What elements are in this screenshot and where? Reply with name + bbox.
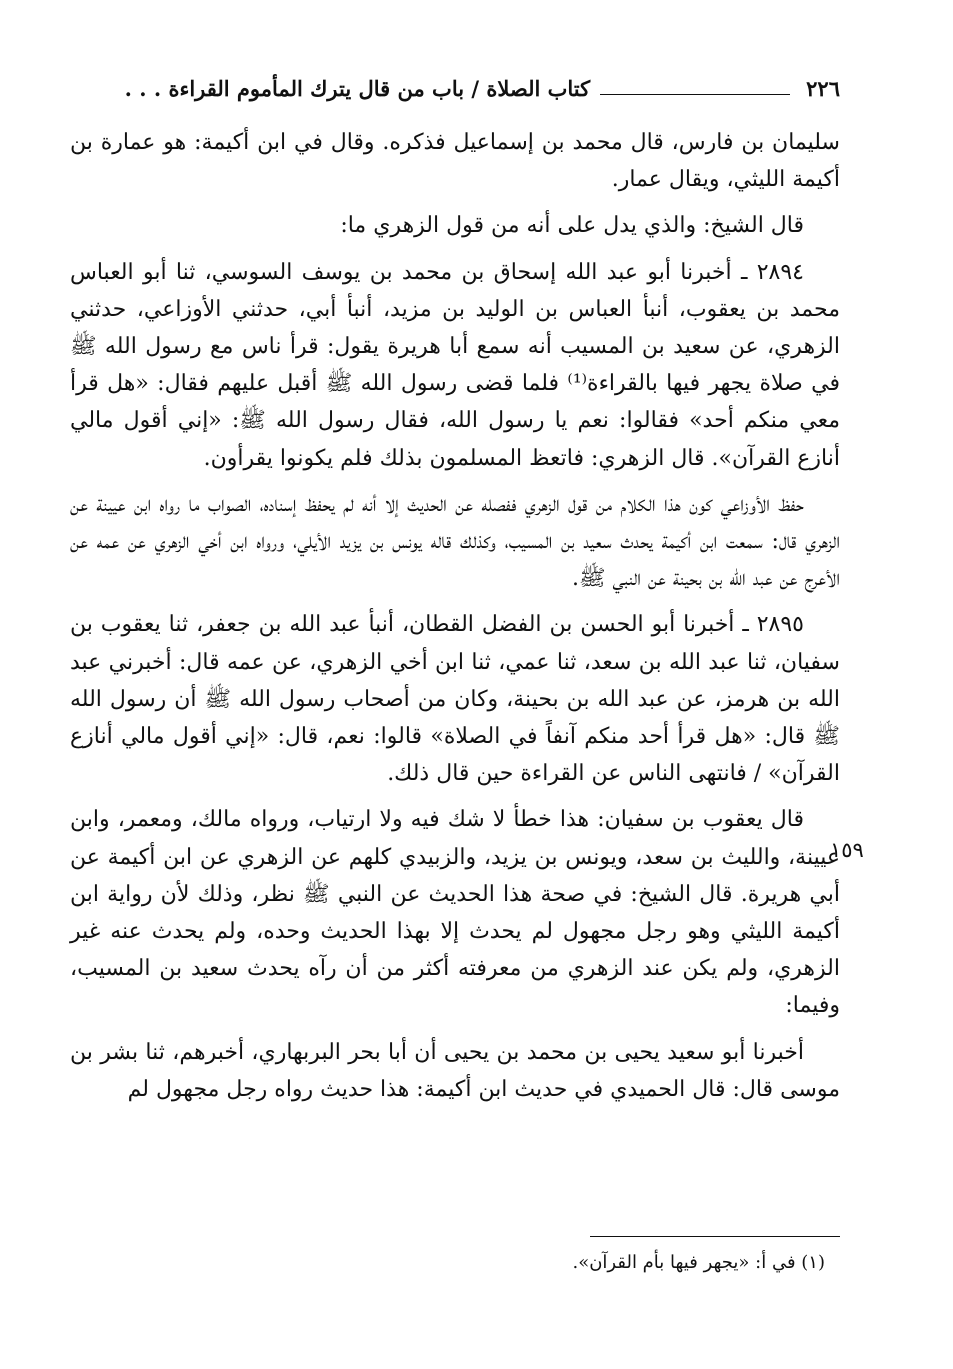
header-rule [600,94,790,95]
page-number: ٢٢٦ [806,75,840,101]
paragraph: قال يعقوب بن سفيان: هذا خطأ لا شك فيه ولا ارتياب، ورواه مالك، ومعمر، وابن عيينة، والليث بن سعد، ويونس بن يزيد، والزبيدي كلهم عن الزهري عن ابن أكيمة عن أبي هريرة. قال الشيخ: في صحة هذا الحديث عن النبي ﷺ نظر، وذلك لأن رواية ابن أكيمة الليثي وهو رجل مجهول لم يحدث إلا بهذا الحديث وحده، ولم يحدث عنه غير الزهري، ولم يكن عند الزهري من معرفته أكثر من أن رآه يحدث سعيد بن المسيب، وفيما: [70,807,840,1019]
paragraph: سليمان بن فارس، قال محمد بن إسماعيل فذكره. وقال في ابن أكيمة: هو عمارة بن أكيمة الليثي، ويقال عمار. [70,130,840,193]
footnote: (١) في أ: «يجهر فيها بأم القرآن». [572,1252,825,1273]
running-title: كتاب الصلاة / باب من قال يترك المأموم القراءة . . . [124,75,591,101]
running-header [70,70,840,106]
paragraph: حفظ الأوزاعي كون هذا الكلام من قول الزهري ففصله عن الحديث إلا أنه لم يحفظ إسناده، الصواب ما رواه ابن عيينة عن الزهري قال: سمعت ابن أكيمة يحدث سعيد بن المسيب، وكذلك قاله يونس بن يزيد الأيلي، ورواه ابن أخي الزهري عن عمه عن الأعرج عن عبد الله بن بحينة عن النبي ﷺ. [70,491,840,592]
hadith-2894: ٢٨٩٤ ـ أخبرنا أبو عبد الله إسحاق بن محمد بن يوسف السوسي، ثنا أبو العباس محمد بن يعقوب، أنبأ العباس بن الوليد بن مزيد، أنبأ أبي، حدثني الأوزاعي، حدثني الزهري، عن سعيد بن المسيب أنه سمع أبا هريرة يقول: قرأ ناس مع رسول الله ﷺ في صلاة يجهر فيها بالقراءة⁽¹⁾ فلما قضى رسول الله ﷺ أقبل عليهم فقال: «هل قرأ معي منكم أحد» فقالوا: نعم يا رسول الله، فقال رسول الله ﷺ: «إني أقول مالي أنازع القرآن». قال الزهري: فاتعظ المسلمون بذلك فلم يكونوا يقرأون. [70,259,840,471]
main-text [70,124,840,1117]
hadith-2895: ٢٨٩٥ ـ أخبرنا أبو الحسن بن الفضل القطان، أنبأ عبد الله بن جعفر، ثنا يعقوب بن سفيان، ثنا عبد الله بن سعد، ثنا عمي، ثنا ابن أخي الزهري، عن عمه قال: أخبرني عبد الله بن هرمز، عن عبد الله بن بحينة، وكان من أصحاب رسول الله ﷺ أن رسول الله ﷺ قال: «هل قرأ أحد منكم آنفاً في الصلاة» قالوا: نعم، قال: «إني أقول مالي أنازع القرآن» / فانتهى الناس عن القراءة حين قال ذلك. [70,612,840,787]
paragraph: قال الشيخ: والذي يدل على أنه من قول الزهري ما: [340,213,804,239]
footnote-rule [590,1236,840,1237]
paragraph: أخبرنا أبو سعيد يحيى بن محمد بن يحيى أن أبا بحر البربهاري، أخبرهم، ثنا بشر بن موسى قال: قال الحميدي في حديث ابن أكيمة: هذا حديث رواه رجل مجهول لم [70,1039,840,1102]
margin-page-reference: ١٥٩ [830,838,864,862]
